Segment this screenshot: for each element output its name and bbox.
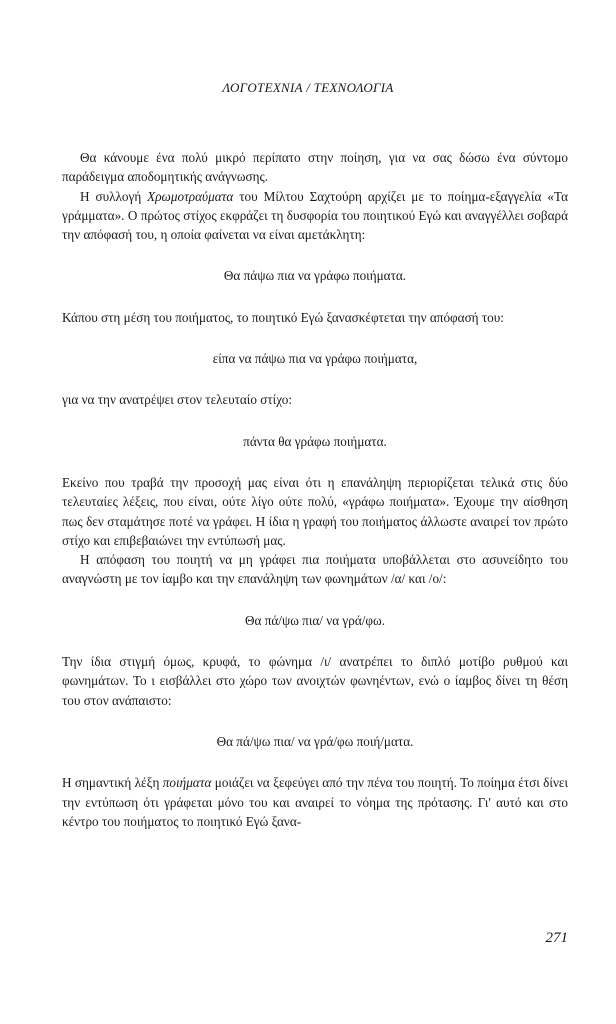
paragraph-conclusion <box>62 773 568 831</box>
paragraph-overturn: για να την ανατρέψει στον τελευταίο στίχο: <box>62 392 293 408</box>
verse-last-line: πάντα θα γράφω ποιήματα. <box>243 433 387 449</box>
paragraph-collection <box>62 187 568 245</box>
verse-first-line: Θα πάψω πια να γράφω ποιήματα. <box>223 268 407 284</box>
paragraph-conclusion-end: μοιάζει να ξεφεύγει από την πένα του ποιητή. Το ποίημα έτσι δίνει την εντύπωση ότι γράφεται μόνο του και αναιρεί το νόημα της πρότασης. Γι' αυτό και στο κέντρο του ποιήματος το ποιητικό Εγώ ξανα- <box>62 775 568 829</box>
paragraph-anapaest: Την ίδια στιγμή όμως, κρυφά, το φώνημα /ι/ ανατρέπει το διπλό μοτίβο ρυθμού και φωνημάτων. Το ι εισβάλλει στο χώρο των ανοιχτών φωνηέντων, ενώ ο ίαμβος δίνει τη θέση του στον ανάπαιστο: <box>62 654 568 708</box>
running-header: ΛΟΓΟΤΕΧΝΙΑ / ΤΕΧΝΟΛΟΓΙΑ <box>222 80 394 95</box>
paragraph-collection-start: Η συλλογή <box>80 188 148 204</box>
page-body <box>62 148 568 831</box>
paragraph-collection-end: του Μίλτου Σαχτούρη αρχίζει με το ποίημα-εξαγγελία «Τα γράμματα». Ο πρώτος στίχος εκφράζει τη δυσφορία του ποιητικού Εγώ και αναγγέλλει σοβαρά την απόφασή του, η οποία φαίνεται να είναι αμετάκλητη: <box>62 188 568 243</box>
emphasized-word: ποιήματα <box>162 775 212 791</box>
page-number: 271 <box>545 930 568 946</box>
paragraph-repetition: Εκείνο που τραβά την προσοχή μας είναι ότι η επανάληψη περιορίζεται τελικά στις δύο τελευταίες λέξεις, που είναι, ούτε λίγο ούτε πολύ, «γράφω ποιήματα». Έχουμε την αίσθηση πως δεν σταμάτησε ποτέ να γράφει. Η ίδια η γραφή του ποιήματος άλλωστε αναιρεί τον πρώτο στίχο και επιβεβαιώνει την εντύπωσή μας. <box>62 474 568 548</box>
book-title: Χρωμοτραύματα <box>147 188 234 204</box>
paragraph-iamb: Η απόφαση του ποιητή να μη γράφει πια ποιήματα υποβάλλεται στο ασυνείδητο του αναγνώστη με τον ίαμβο και την επανάληψη των φωνημάτων /α/ και /ο/: <box>62 552 568 587</box>
verse-scansion-anapaest: Θα πά/ψω πια/ να γρά/φω ποιή/ματα. <box>216 733 414 749</box>
paragraph-intro: Θα κάνουμε ένα πολύ μικρό περίπατο στην ποίηση, για να σας δώσω ένα σύντομο παράδειγμα αποδομητικής ανάγνωσης. <box>62 150 568 185</box>
verse-scansion-iamb: Θα πά/ψω πια/ να γρά/φω. <box>244 612 385 628</box>
paragraph-middle: Κάπου στη μέση του ποιήματος, το ποιητικό Εγώ ξανασκέφτεται την απόφασή του: <box>62 309 504 325</box>
paragraph-conclusion-start: Η σημαντική λέξη <box>62 775 163 791</box>
verse-middle-line: είπα να πάψω πια να γράφω ποιήματα, <box>212 351 418 367</box>
